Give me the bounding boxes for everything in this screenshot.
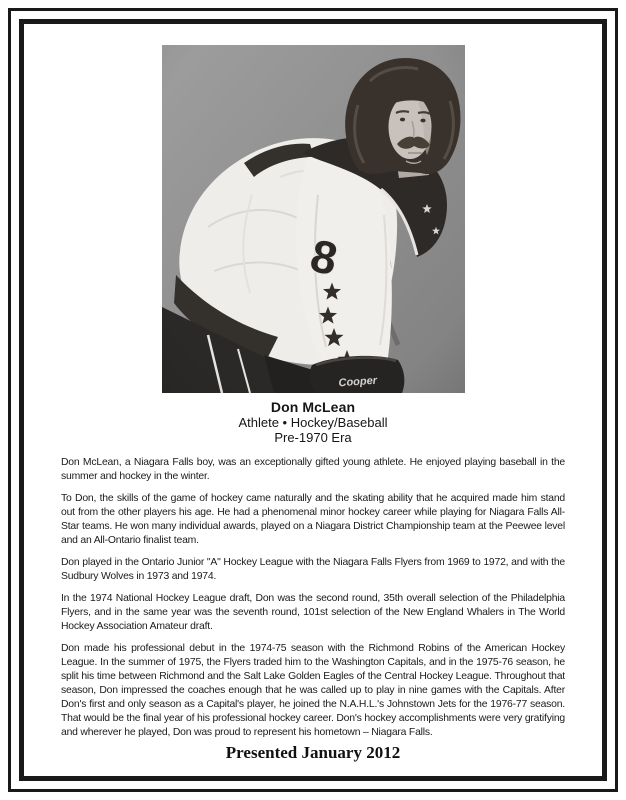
induction-era: Pre-1970 Era	[274, 430, 352, 445]
player-name: Don McLean	[270, 399, 356, 415]
photo-vignette	[162, 45, 465, 393]
bio-paragraph: In the 1974 National Hockey League draft, Don was the second round, 35th overall selection of the Philadelphia Flyers, and in the same year was the seventh round, 101st selection of the New England Whalers in The World Hockey Association Amateur draft.	[61, 593, 565, 632]
bio-paragraph: Don played in the Ontario Junior "A" Hockey League with the Niagara Falls Flyers from 1969 to 1972, and with the Sudbury Wolves in 1973 and 1974.	[61, 557, 565, 582]
photo-svg	[162, 45, 465, 393]
page-content	[24, 24, 602, 776]
player-role: Athlete • Hockey/Baseball	[238, 415, 388, 430]
biography	[61, 456, 565, 740]
title-block	[24, 400, 602, 445]
bio-paragraph: To Don, the skills of the game of hockey came naturally and the skating ability that he acquired made him stand out from the other players his age. He had a phenomenal minor hockey career while playing for Niagara Falls All-Star teams. He won many individual awards, played on a Niagara District Championship team at the Peewee level and an All-Ontario finalist team.	[61, 493, 565, 546]
bio-paragraph: Don made his professional debut in the 1974-75 season with the Richmond Robins of the American Hockey League. In the summer of 1975, the Flyers traded him to the Washington Capitals, and in the 1975-76 season, he split his time between Richmond and the Salt Lake Golden Eagles of the Central Hockey League. Throughout that season, Don impressed the coaches enough that he was called up to play in nine games with the Capitals. After Don's first and only season as a Capital's player, he joined the N.A.H.L.'s Johnstown Jets for the 1976-77 season. That would be the final year of his professional hockey career. Don's hockey accomplishments were very gratifying and wherever he played, Don was proud to represent his hometown – Niagara Falls.	[61, 643, 565, 738]
bio-paragraph: Don McLean, a Niagara Falls boy, was an exceptionally gifted young athlete. He enjoyed playing baseball in the summer and hockey in the winter.	[61, 457, 565, 482]
presented-date: Presented January 2012	[225, 743, 401, 762]
player-photo	[162, 45, 465, 393]
